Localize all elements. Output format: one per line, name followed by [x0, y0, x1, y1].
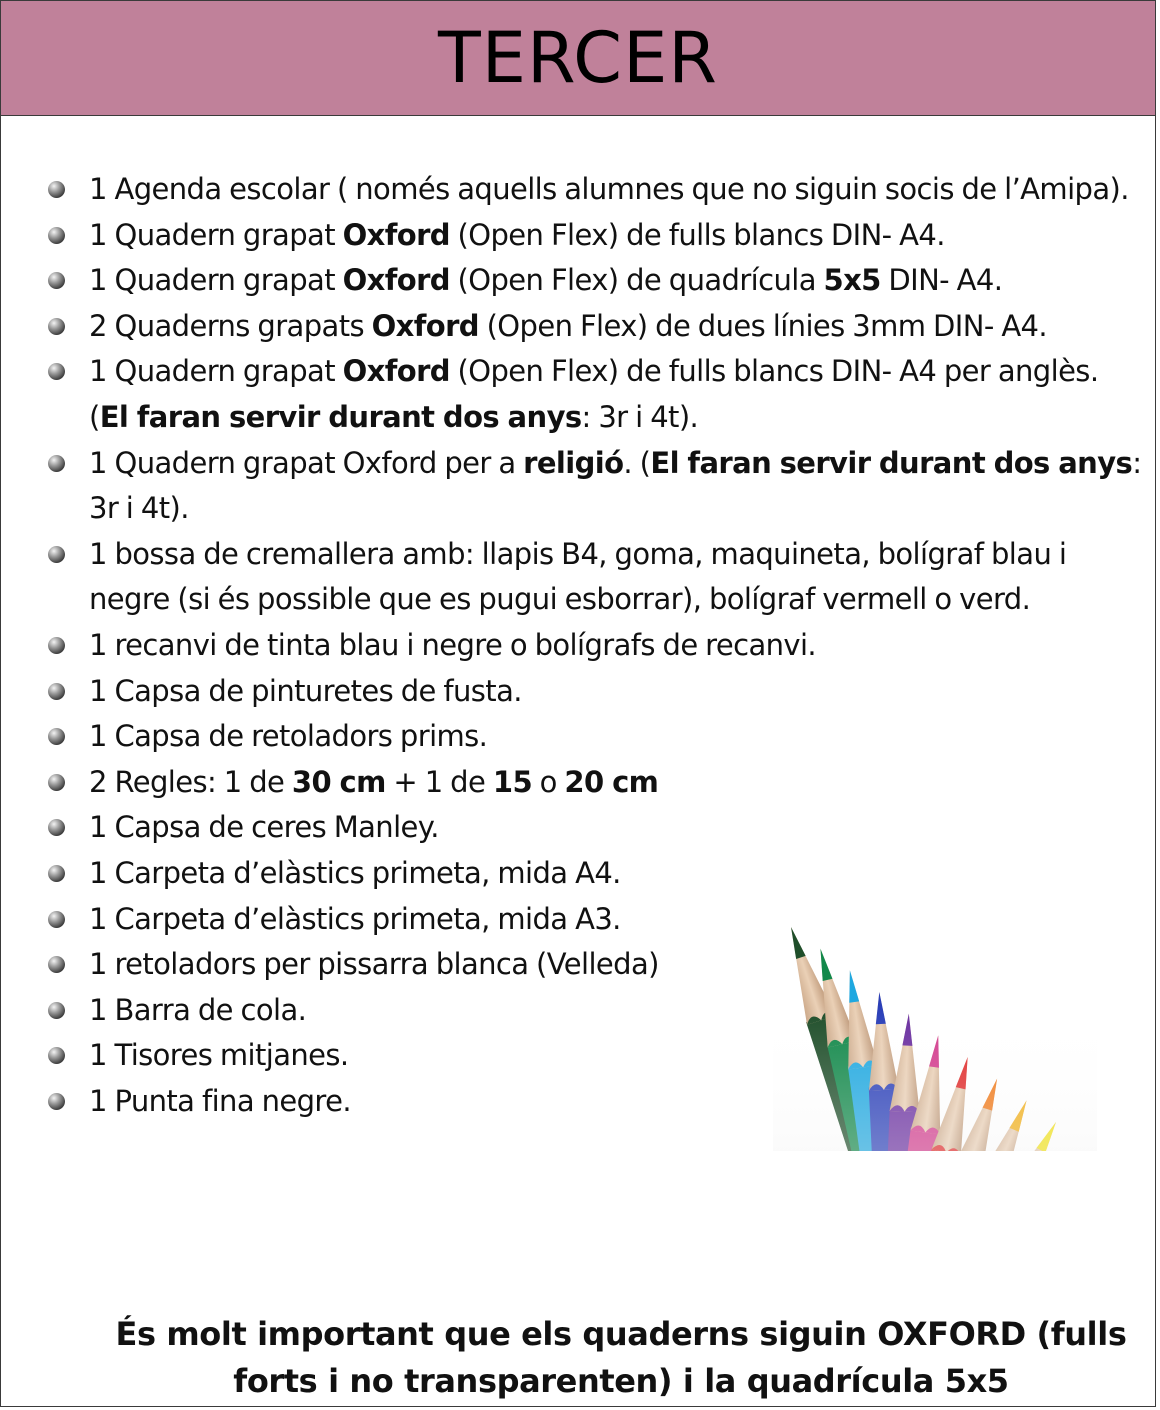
item-text: : 3r i 4t).	[581, 399, 699, 434]
item-text: (Open Flex) de dues línies 3mm DIN- A4.	[478, 308, 1048, 343]
title-banner	[1, 1, 1155, 116]
item-text-bold: El faran servir durant dos anys	[99, 399, 582, 434]
item-text: DIN- A4.	[880, 263, 1003, 298]
sphere-bullet-icon	[48, 911, 65, 928]
supply-list-item	[1, 623, 1151, 669]
item-text: 1 Punta fina negre.	[89, 1083, 351, 1118]
item-text: 1 retoladors per pissarra blanca (Velleda)	[89, 947, 659, 982]
sphere-bullet-icon	[48, 181, 65, 198]
colored-pencils-image	[773, 827, 1097, 1151]
sphere-bullet-icon	[48, 774, 65, 791]
sphere-bullet-icon	[48, 1047, 65, 1064]
item-text: 1 Barra de cola.	[89, 992, 307, 1027]
supply-list-item	[1, 349, 1151, 440]
sphere-bullet-icon	[48, 546, 65, 563]
item-text: 2 Regles: 1 de	[89, 764, 292, 799]
important-note: És molt important que els quaderns siguin OXFORD (fulls forts i no transparenten) i la quadrícula 5x5	[115, 1315, 1127, 1400]
supply-list-item	[1, 304, 1151, 350]
sphere-bullet-icon	[48, 1093, 65, 1110]
item-text: 1 recanvi de tinta blau i negre o bolígrafs de recanvi.	[89, 627, 817, 662]
item-text-bold: 20 cm	[564, 764, 659, 799]
supply-list-item	[1, 532, 1151, 623]
supply-list-item	[1, 714, 1151, 760]
colored-pencils-drawing	[773, 827, 1097, 1151]
supply-list-item	[1, 441, 1151, 532]
item-text: (Open Flex) de quadrícula	[449, 263, 824, 298]
item-text-bold: Oxford	[342, 263, 450, 298]
sphere-bullet-icon	[48, 318, 65, 335]
item-text-bold: Oxford	[371, 308, 479, 343]
item-text-bold: El faran servir durant dos anys	[650, 445, 1133, 480]
sphere-bullet-icon	[48, 728, 65, 745]
item-text: 1 Capsa de retoladors prims.	[89, 719, 488, 754]
item-text: 1 Quadern grapat	[89, 217, 343, 252]
sphere-bullet-icon	[48, 683, 65, 700]
item-text: 1 Tisores mitjanes.	[89, 1038, 349, 1073]
sphere-bullet-icon	[48, 865, 65, 882]
item-text-bold: 15	[492, 764, 533, 799]
sphere-bullet-icon	[48, 1002, 65, 1019]
item-text: 1 Agenda escolar ( només aquells alumnes que no siguin socis de l’Amipa).	[89, 172, 1129, 206]
supply-list-item	[1, 213, 1151, 259]
item-text-bold: Oxford	[342, 354, 450, 389]
sphere-bullet-icon	[48, 272, 65, 289]
item-text: 1 Capsa de pinturetes de fusta.	[89, 673, 522, 708]
page-title: TERCER	[438, 17, 718, 99]
item-text-bold: Oxford	[342, 217, 450, 252]
item-text: . (	[623, 445, 651, 480]
item-text: : 3r i 4t).	[89, 445, 1142, 526]
item-text: (Open Flex) de fulls blancs DIN- A4 per anglès. (	[89, 354, 1099, 434]
sphere-bullet-icon	[48, 819, 65, 836]
item-text: 1 Quadern grapat Oxford per a	[89, 445, 524, 480]
sphere-bullet-icon	[48, 227, 65, 244]
sphere-bullet-icon	[48, 637, 65, 654]
item-text: 1 Carpeta d’elàstics primeta, mida A4.	[89, 855, 621, 890]
item-text: 2 Quaderns grapats	[89, 308, 372, 343]
item-text-bold: 5x5	[823, 263, 881, 298]
item-text-bold: religió	[523, 445, 624, 480]
item-text: o	[532, 764, 565, 799]
supply-list-item	[1, 760, 1151, 806]
image-shading	[773, 827, 1097, 1151]
sphere-bullet-icon	[48, 363, 65, 380]
supply-list-item	[1, 167, 1151, 213]
item-text: 1 bossa de cremallera amb: llapis B4, goma, maquineta, bolígraf blau i negre (si és possible que es pugui esborrar), bolígraf vermell o verd.	[89, 536, 1067, 617]
item-text: 1 Quadern grapat	[89, 354, 343, 389]
item-text: 1 Carpeta d’elàstics primeta, mida A3.	[89, 901, 621, 936]
supply-list-item	[1, 258, 1151, 304]
item-text: + 1 de	[385, 764, 493, 799]
item-text-bold: 30 cm	[291, 764, 386, 799]
sphere-bullet-icon	[48, 455, 65, 472]
item-text: 1 Capsa de ceres Manley.	[89, 810, 439, 845]
item-text: 1 Quadern grapat	[89, 263, 343, 298]
sphere-bullet-icon	[48, 956, 65, 973]
supply-list-item	[1, 669, 1151, 715]
item-text: (Open Flex) de fulls blancs DIN- A4.	[449, 217, 945, 252]
